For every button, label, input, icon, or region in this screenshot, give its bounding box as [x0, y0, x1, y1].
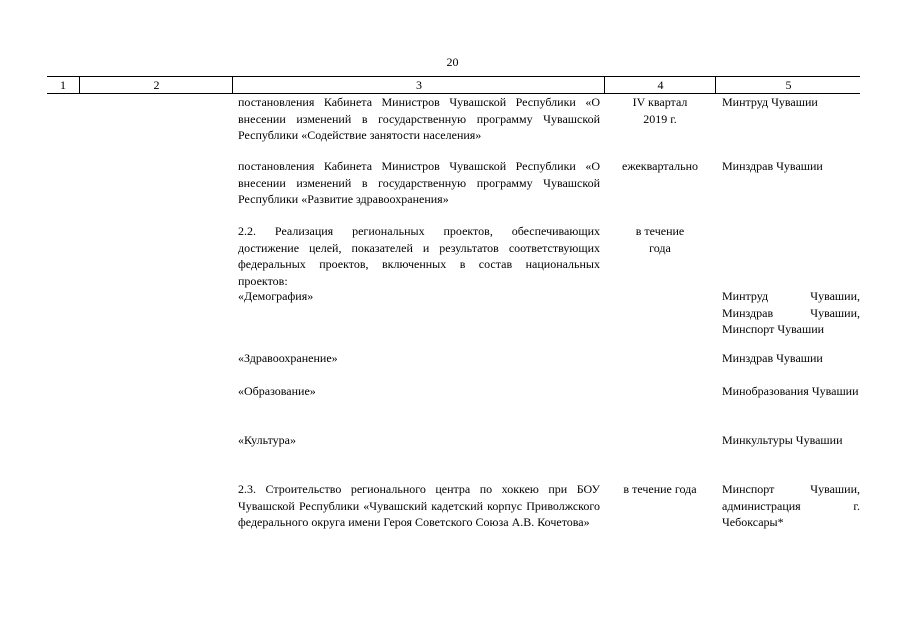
row-responsible: Минздрав Чувашии	[722, 351, 823, 365]
row-term: ежеквартально	[622, 159, 698, 173]
row-term	[604, 94, 716, 127]
table-header	[47, 76, 860, 94]
row-text: «Культура»	[238, 433, 296, 447]
row-text: «Образование»	[238, 384, 316, 398]
row-responsible: Минспорт Чувашии, администрация г. Чебоксары*	[722, 482, 860, 530]
row-text: «Демография»	[238, 289, 314, 303]
header-col-1: 1	[60, 78, 66, 92]
row-term	[604, 223, 716, 256]
header-col-4: 4	[604, 77, 716, 93]
row-term: в течение года	[623, 482, 697, 496]
row-text: «Здравоохранение»	[238, 351, 338, 365]
header-col-2: 2	[79, 77, 233, 93]
row-text: 2.2. Реализация региональных проектов, обеспечивающих достижение целей, показателей и результатов соответствующих федеральных проектов, включенных в состав национальных проектов:	[238, 224, 600, 289]
row-text: 2.3. Строительство регионального центра по хоккею при БОУ Чувашской Республики «Чувашский кадетский корпус Приволжского федерального округа имени Героя Советского Союза А.В. Кочетова»	[238, 482, 600, 530]
header-col-3: 3	[232, 77, 605, 93]
row-responsible: Минтруд Чувашии, Минздрав Чувашии, Минспорт Чувашии	[722, 289, 860, 337]
row-term-text: IV квартал 2019 г.	[632, 95, 688, 126]
row-responsible: Минобразования Чувашии	[722, 384, 859, 398]
page-number: 20	[446, 55, 459, 69]
header-col-5: 5	[715, 77, 861, 93]
row-term-text: в течение года	[635, 224, 685, 255]
row-text: постановления Кабинета Министров Чувашской Республики «О внесении изменений в государственную программу Чувашской Республики «Содействие занятости населения»	[238, 95, 600, 143]
row-responsible: Минздрав Чувашии	[722, 159, 823, 173]
row-text: постановления Кабинета Министров Чувашской Республики «О внесении изменений в государственную программу Чувашской Республики «Развитие здравоохранения»	[238, 159, 600, 207]
row-responsible: Минкультуры Чувашии	[722, 433, 843, 447]
row-responsible: Минтруд Чувашии	[722, 95, 818, 109]
